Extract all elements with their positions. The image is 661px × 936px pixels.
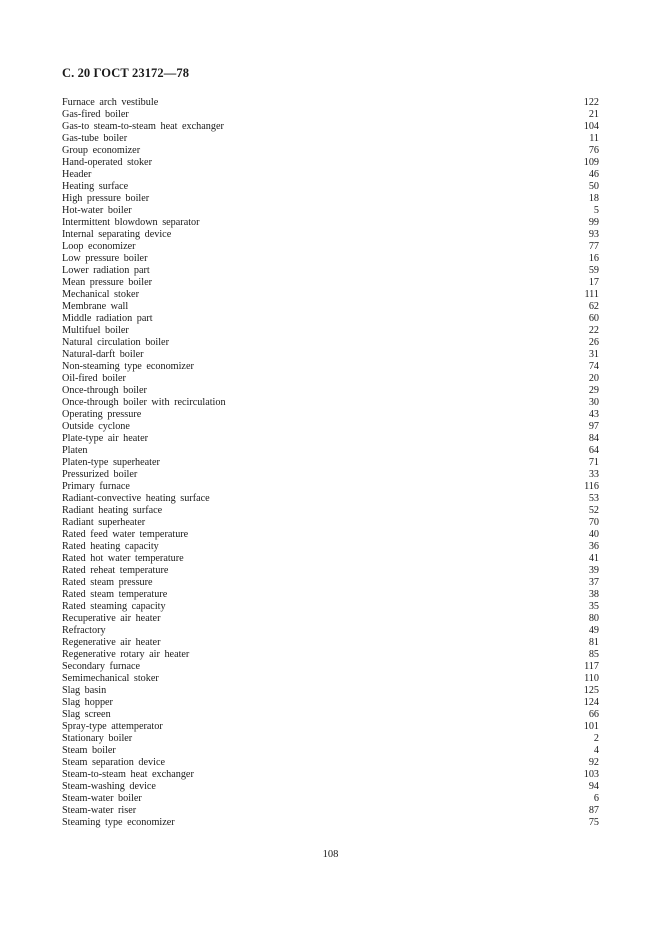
index-term-number: 111 bbox=[584, 289, 599, 300]
index-entry bbox=[62, 757, 599, 769]
index-entry bbox=[62, 97, 599, 109]
index-entry bbox=[62, 361, 599, 373]
index-term-number: 85 bbox=[588, 649, 599, 660]
index-entry bbox=[62, 157, 599, 169]
index-term: Multifuel boiler bbox=[62, 325, 129, 336]
index-entry bbox=[62, 589, 599, 601]
index-entry bbox=[62, 565, 599, 577]
index-entry bbox=[62, 409, 599, 421]
index-term: Steam-water riser bbox=[62, 805, 137, 816]
index-term: Steam-water boiler bbox=[62, 793, 142, 804]
index-term-number: 76 bbox=[588, 145, 599, 156]
index-term-number: 18 bbox=[588, 193, 599, 204]
index-term-number: 49 bbox=[588, 625, 599, 636]
index-term: Plate-type air heater bbox=[62, 433, 149, 444]
index-term: Radiant-convective heating surface bbox=[62, 493, 210, 504]
index-term-number: 117 bbox=[584, 661, 599, 672]
index-entry bbox=[62, 433, 599, 445]
index-term: Slag screen bbox=[62, 709, 111, 720]
index-term: Semimechanical stoker bbox=[62, 673, 159, 684]
index-term-number: 21 bbox=[588, 109, 599, 120]
index-term-number: 40 bbox=[588, 529, 599, 540]
index-term: Steam-to-steam heat exchanger bbox=[62, 769, 194, 780]
index-entry bbox=[62, 169, 599, 181]
index-entry bbox=[62, 517, 599, 529]
index-term: Regenerative rotary air heater bbox=[62, 649, 190, 660]
term-index-list bbox=[62, 97, 599, 829]
index-term-number: 92 bbox=[588, 757, 599, 768]
index-entry bbox=[62, 349, 599, 361]
index-term-number: 62 bbox=[588, 301, 599, 312]
index-term: Oil-fired boiler bbox=[62, 373, 126, 384]
index-term-number: 26 bbox=[588, 337, 599, 348]
index-term: Primary furnace bbox=[62, 481, 130, 492]
index-entry bbox=[62, 145, 599, 157]
index-term-number: 39 bbox=[588, 565, 599, 576]
index-entry bbox=[62, 505, 599, 517]
index-term: Furnace arch vestibule bbox=[62, 97, 159, 108]
index-term-number: 38 bbox=[588, 589, 599, 600]
index-term: Gas-tube boiler bbox=[62, 133, 128, 144]
index-term-number: 64 bbox=[588, 445, 599, 456]
index-term: Natural-darft boiler bbox=[62, 349, 144, 360]
index-term: Rated reheat temperature bbox=[62, 565, 169, 576]
index-term-number: 94 bbox=[588, 781, 599, 792]
index-term: Once-through boiler bbox=[62, 385, 147, 396]
index-term: Steam boiler bbox=[62, 745, 116, 756]
index-entry bbox=[62, 373, 599, 385]
index-term-number: 104 bbox=[583, 121, 599, 132]
index-entry bbox=[62, 217, 599, 229]
index-term: Gas-to steam-to-steam heat exchanger bbox=[62, 121, 224, 132]
index-term: Operating pressure bbox=[62, 409, 142, 420]
index-term-number: 66 bbox=[588, 709, 599, 720]
index-term-number: 2 bbox=[593, 733, 599, 744]
index-term: Heating surface bbox=[62, 181, 129, 192]
index-entry bbox=[62, 205, 599, 217]
index-term-number: 87 bbox=[588, 805, 599, 816]
index-term-number: 101 bbox=[583, 721, 599, 732]
index-entry bbox=[62, 277, 599, 289]
index-entry bbox=[62, 445, 599, 457]
index-term: Platen bbox=[62, 445, 88, 456]
index-term: Header bbox=[62, 169, 92, 180]
index-entry bbox=[62, 709, 599, 721]
index-term-number: 52 bbox=[588, 505, 599, 516]
index-term: Slag basin bbox=[62, 685, 107, 696]
index-term: Rated steam pressure bbox=[62, 577, 153, 588]
index-term: Slag hopper bbox=[62, 697, 113, 708]
index-entry bbox=[62, 553, 599, 565]
index-term-number: 122 bbox=[583, 97, 599, 108]
index-term-number: 4 bbox=[593, 745, 599, 756]
index-term: Steam-washing device bbox=[62, 781, 156, 792]
index-term-number: 22 bbox=[588, 325, 599, 336]
index-term: Group economizer bbox=[62, 145, 141, 156]
index-entry bbox=[62, 421, 599, 433]
index-term-number: 59 bbox=[588, 265, 599, 276]
index-term-number: 60 bbox=[588, 313, 599, 324]
index-entry bbox=[62, 493, 599, 505]
page-number: 108 bbox=[322, 849, 339, 860]
index-term: Middle radiation part bbox=[62, 313, 153, 324]
index-term-number: 30 bbox=[588, 397, 599, 408]
index-entry bbox=[62, 601, 599, 613]
index-entry bbox=[62, 637, 599, 649]
index-term-number: 109 bbox=[583, 157, 599, 168]
index-term-number: 29 bbox=[588, 385, 599, 396]
index-term: Once-through boiler with recirculation bbox=[62, 397, 226, 408]
index-entry bbox=[62, 721, 599, 733]
index-term: Rated steaming capacity bbox=[62, 601, 166, 612]
index-term-number: 125 bbox=[583, 685, 599, 696]
index-term-number: 103 bbox=[583, 769, 599, 780]
index-term: Internal separating device bbox=[62, 229, 172, 240]
index-term: Membrane wall bbox=[62, 301, 129, 312]
page-header: С. 20 ГОСТ 23172—78 bbox=[62, 66, 190, 80]
index-term: Secondary furnace bbox=[62, 661, 141, 672]
index-entry bbox=[62, 745, 599, 757]
index-term-number: 70 bbox=[588, 517, 599, 528]
index-entry bbox=[62, 577, 599, 589]
index-entry bbox=[62, 625, 599, 637]
index-term-number: 110 bbox=[584, 673, 599, 684]
index-entry bbox=[62, 121, 599, 133]
index-term: Rated heating capacity bbox=[62, 541, 159, 552]
index-term: Rated steam temperature bbox=[62, 589, 168, 600]
index-entry bbox=[62, 541, 599, 553]
index-term-number: 46 bbox=[588, 169, 599, 180]
index-entry bbox=[62, 649, 599, 661]
index-term: Regenerative air heater bbox=[62, 637, 161, 648]
index-entry bbox=[62, 613, 599, 625]
index-entry bbox=[62, 193, 599, 205]
index-entry bbox=[62, 181, 599, 193]
index-term: Rated feed water temperature bbox=[62, 529, 189, 540]
index-entry bbox=[62, 109, 599, 121]
index-term: Platen-type superheater bbox=[62, 457, 160, 468]
index-term: Non-steaming type economizer bbox=[62, 361, 194, 372]
index-term-number: 5 bbox=[593, 205, 599, 216]
index-term-number: 41 bbox=[588, 553, 599, 564]
index-term: Steam separation device bbox=[62, 757, 166, 768]
index-term: Stationary boiler bbox=[62, 733, 133, 744]
index-entry bbox=[62, 313, 599, 325]
index-term: Low pressure boiler bbox=[62, 253, 148, 264]
index-entry bbox=[62, 241, 599, 253]
index-entry bbox=[62, 673, 599, 685]
index-term-number: 35 bbox=[588, 601, 599, 612]
index-term: Outside cyclone bbox=[62, 421, 130, 432]
index-term-number: 17 bbox=[588, 277, 599, 288]
index-entry bbox=[62, 457, 599, 469]
index-term: Refractory bbox=[62, 625, 106, 636]
index-entry bbox=[62, 265, 599, 277]
index-term-number: 50 bbox=[588, 181, 599, 192]
index-entry bbox=[62, 817, 599, 829]
index-term-number: 16 bbox=[588, 253, 599, 264]
index-term-number: 53 bbox=[588, 493, 599, 504]
index-term-number: 124 bbox=[583, 697, 599, 708]
index-term-number: 6 bbox=[593, 793, 599, 804]
index-entry bbox=[62, 793, 599, 805]
index-term: Rated hot water temperature bbox=[62, 553, 184, 564]
index-term-number: 31 bbox=[588, 349, 599, 360]
index-entry bbox=[62, 325, 599, 337]
index-entry bbox=[62, 769, 599, 781]
index-term-number: 71 bbox=[588, 457, 599, 468]
index-entry bbox=[62, 337, 599, 349]
index-term: Gas-fired boiler bbox=[62, 109, 129, 120]
index-entry bbox=[62, 133, 599, 145]
index-term: Intermittent blowdown separator bbox=[62, 217, 200, 228]
index-term-number: 74 bbox=[588, 361, 599, 372]
index-term-number: 84 bbox=[588, 433, 599, 444]
index-term-number: 75 bbox=[588, 817, 599, 828]
index-term: Loop economizer bbox=[62, 241, 136, 252]
index-term-number: 43 bbox=[588, 409, 599, 420]
index-entry bbox=[62, 397, 599, 409]
index-entry bbox=[62, 733, 599, 745]
index-term: Recuperative air heater bbox=[62, 613, 161, 624]
index-term: Radiant heating surface bbox=[62, 505, 163, 516]
index-entry bbox=[62, 469, 599, 481]
index-term-number: 93 bbox=[588, 229, 599, 240]
index-entry bbox=[62, 697, 599, 709]
index-term: Natural circulation boiler bbox=[62, 337, 169, 348]
index-term: Mean pressure boiler bbox=[62, 277, 152, 288]
index-term-number: 99 bbox=[588, 217, 599, 228]
index-term-number: 80 bbox=[588, 613, 599, 624]
index-term: Spray-type attemperator bbox=[62, 721, 163, 732]
index-term-number: 116 bbox=[584, 481, 599, 492]
index-entry bbox=[62, 529, 599, 541]
index-term-number: 97 bbox=[588, 421, 599, 432]
index-term-number: 20 bbox=[588, 373, 599, 384]
index-entry bbox=[62, 661, 599, 673]
index-entry bbox=[62, 229, 599, 241]
index-entry bbox=[62, 781, 599, 793]
index-term-number: 33 bbox=[588, 469, 599, 480]
index-term-number: 81 bbox=[588, 637, 599, 648]
index-entry bbox=[62, 301, 599, 313]
index-term: Radiant superheater bbox=[62, 517, 146, 528]
index-entry bbox=[62, 685, 599, 697]
index-entry bbox=[62, 289, 599, 301]
index-term: Mechanical stoker bbox=[62, 289, 139, 300]
index-entry bbox=[62, 253, 599, 265]
index-entry bbox=[62, 805, 599, 817]
index-term-number: 11 bbox=[589, 133, 599, 144]
index-term: Pressurized boiler bbox=[62, 469, 138, 480]
index-term-number: 77 bbox=[588, 241, 599, 252]
index-term: High pressure boiler bbox=[62, 193, 150, 204]
index-term: Hand-operated stoker bbox=[62, 157, 152, 168]
index-term: Hot-water boiler bbox=[62, 205, 132, 216]
index-entry bbox=[62, 481, 599, 493]
index-term-number: 36 bbox=[588, 541, 599, 552]
index-term: Lower radiation part bbox=[62, 265, 150, 276]
index-term: Steaming type economizer bbox=[62, 817, 175, 828]
index-entry bbox=[62, 385, 599, 397]
index-term-number: 37 bbox=[588, 577, 599, 588]
